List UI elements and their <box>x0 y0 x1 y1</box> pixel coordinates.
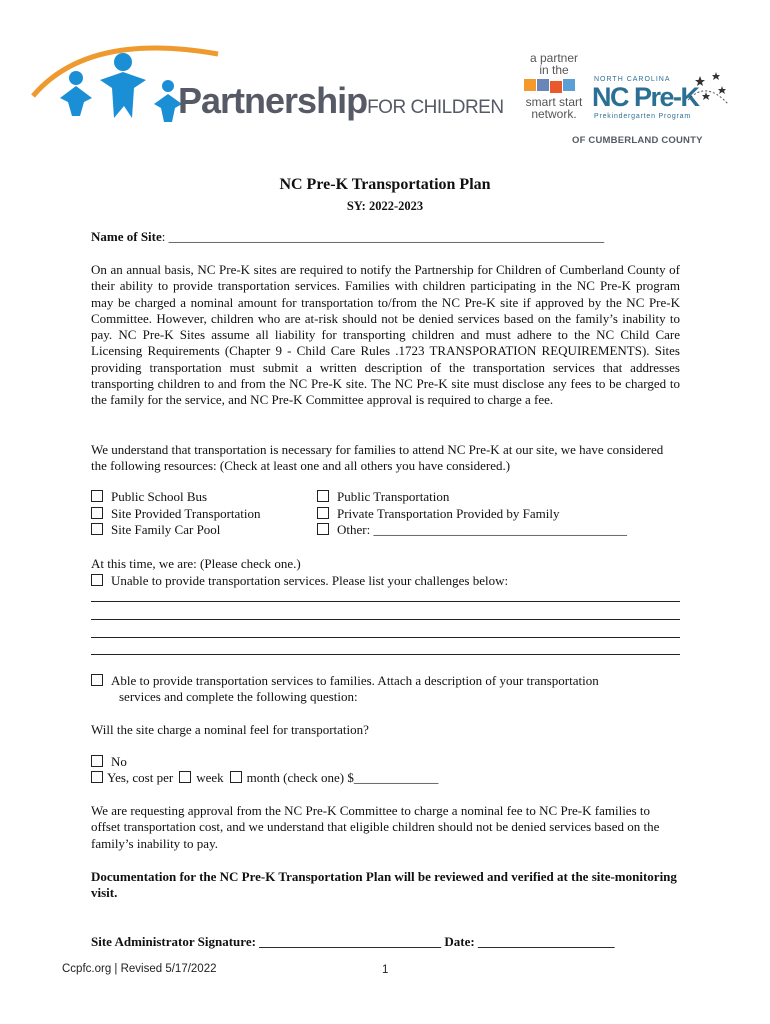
checkbox[interactable] <box>91 490 103 502</box>
charge-question: Will the site charge a nominal feel for transportation? <box>91 722 369 737</box>
option-public-school-bus[interactable]: Public School Bus <box>91 489 207 505</box>
option-private-transportation[interactable]: Private Transportation Provided by Family <box>317 506 559 522</box>
intro-paragraph: On an annual basis, NC Pre-K sites are required to notify the Partnership for Children of Cumberland County of their ability to provide transportation services. Families with children participating in the NC Pre-K program may be charged a nominal amount for transportation to/from the NC Pre-K site if approved by the NC Pre-K Committee. However, children who are at-risk should not be denied services based on the family’s inability to pay. NC Pre-K Sites assume all liability for transporting children and must adhere to the NC Child Care Licensing Requirements (Chapter 9 - Child Care Rules .1723 TRANSPORATION REQUIREMENTS). Sites providing transportation must submit a written description of the transportation services that addresses transporting children to and from the NC Pre-K site. The NC Pre-K site must disclose any fees to be charged to the family for the service, and NC Pre-K Committee approval is required to charge a fee. <box>91 262 680 408</box>
approval-paragraph: We are requesting approval from the NC Pre-K Committee to charge a nominal fee to NC Pre-K families to offset transportation cost, and we understand that eligible children should not be denied services based on the family’s inability to pay. <box>91 803 660 851</box>
checkbox[interactable] <box>317 507 329 519</box>
checkbox[interactable] <box>91 523 103 535</box>
cost-field[interactable]: month (check one) $_____________ <box>246 770 439 785</box>
site-name-field[interactable]: Name of Site: ___________________________________________________________________ <box>91 229 605 244</box>
option-site-provided-transportation[interactable]: Site Provided Transportation <box>91 506 261 522</box>
partnership-logo <box>28 36 508 136</box>
checkbox[interactable] <box>91 507 103 519</box>
stars-icon <box>686 70 730 110</box>
resources-intro: We understand that transportation is necessary for families to attend NC Pre-K at our site, we have considered the following resources: (Check at least one and all others you have considered.) <box>91 442 664 474</box>
option-public-transportation[interactable]: Public Transportation <box>317 489 449 505</box>
smart-start-badge: a partner in the smart start network. <box>519 52 589 120</box>
option-other[interactable]: Other: _______________________________________ <box>317 522 627 538</box>
checkbox[interactable] <box>91 755 103 767</box>
checkbox[interactable] <box>91 674 103 686</box>
checkbox[interactable] <box>317 523 329 535</box>
signature-line[interactable]: Site Administrator Signature: ____________________________ Date: _____________________ <box>91 934 615 949</box>
challenges-line[interactable] <box>91 601 680 602</box>
challenges-line[interactable] <box>91 654 680 655</box>
logo-partnership-text: Partnership <box>178 80 368 121</box>
page-number: 1 <box>382 964 389 976</box>
documentation-note: Documentation for the NC Pre-K Transportation Plan will be reviewed and verified at the site-monitoring visit. <box>91 869 677 901</box>
footer-left: Ccpfc.org | Revised 5/17/2022 <box>62 963 217 975</box>
able-continuation: services and complete the following question: <box>119 689 358 704</box>
option-site-family-car-pool[interactable]: Site Family Car Pool <box>91 522 220 538</box>
smart-start-blocks-icon <box>519 77 589 95</box>
challenges-line[interactable] <box>91 637 680 638</box>
option-no[interactable]: No <box>91 754 127 770</box>
status-prompt: At this time, we are: (Please check one.) <box>91 556 301 571</box>
week-checkbox[interactable] <box>179 771 191 783</box>
challenges-line[interactable] <box>91 619 680 620</box>
checkbox[interactable] <box>91 574 103 586</box>
option-yes[interactable]: Yes, cost per week month (check one) $_____________ <box>91 770 438 786</box>
site-name-label: Name of Site <box>91 229 162 244</box>
school-year: SY: 2022-2023 <box>346 199 424 213</box>
month-checkbox[interactable] <box>230 771 242 783</box>
checkbox[interactable] <box>91 771 103 783</box>
page-title: NC Pre-K Transportation Plan <box>279 176 491 193</box>
county-text: OF CUMBERLAND COUNTY <box>572 135 703 146</box>
logo-for-children-text: FOR CHILDREN <box>367 97 504 118</box>
checkbox[interactable] <box>317 490 329 502</box>
option-able[interactable]: Able to provide transportation services to families. Attach a description of your transportation <box>91 673 599 689</box>
option-unable[interactable]: Unable to provide transportation services. Please list your challenges below: <box>91 573 508 589</box>
nc-prek-logo: NORTH CAROLINA NC Pre-K Prekindergarten Program <box>592 76 732 124</box>
